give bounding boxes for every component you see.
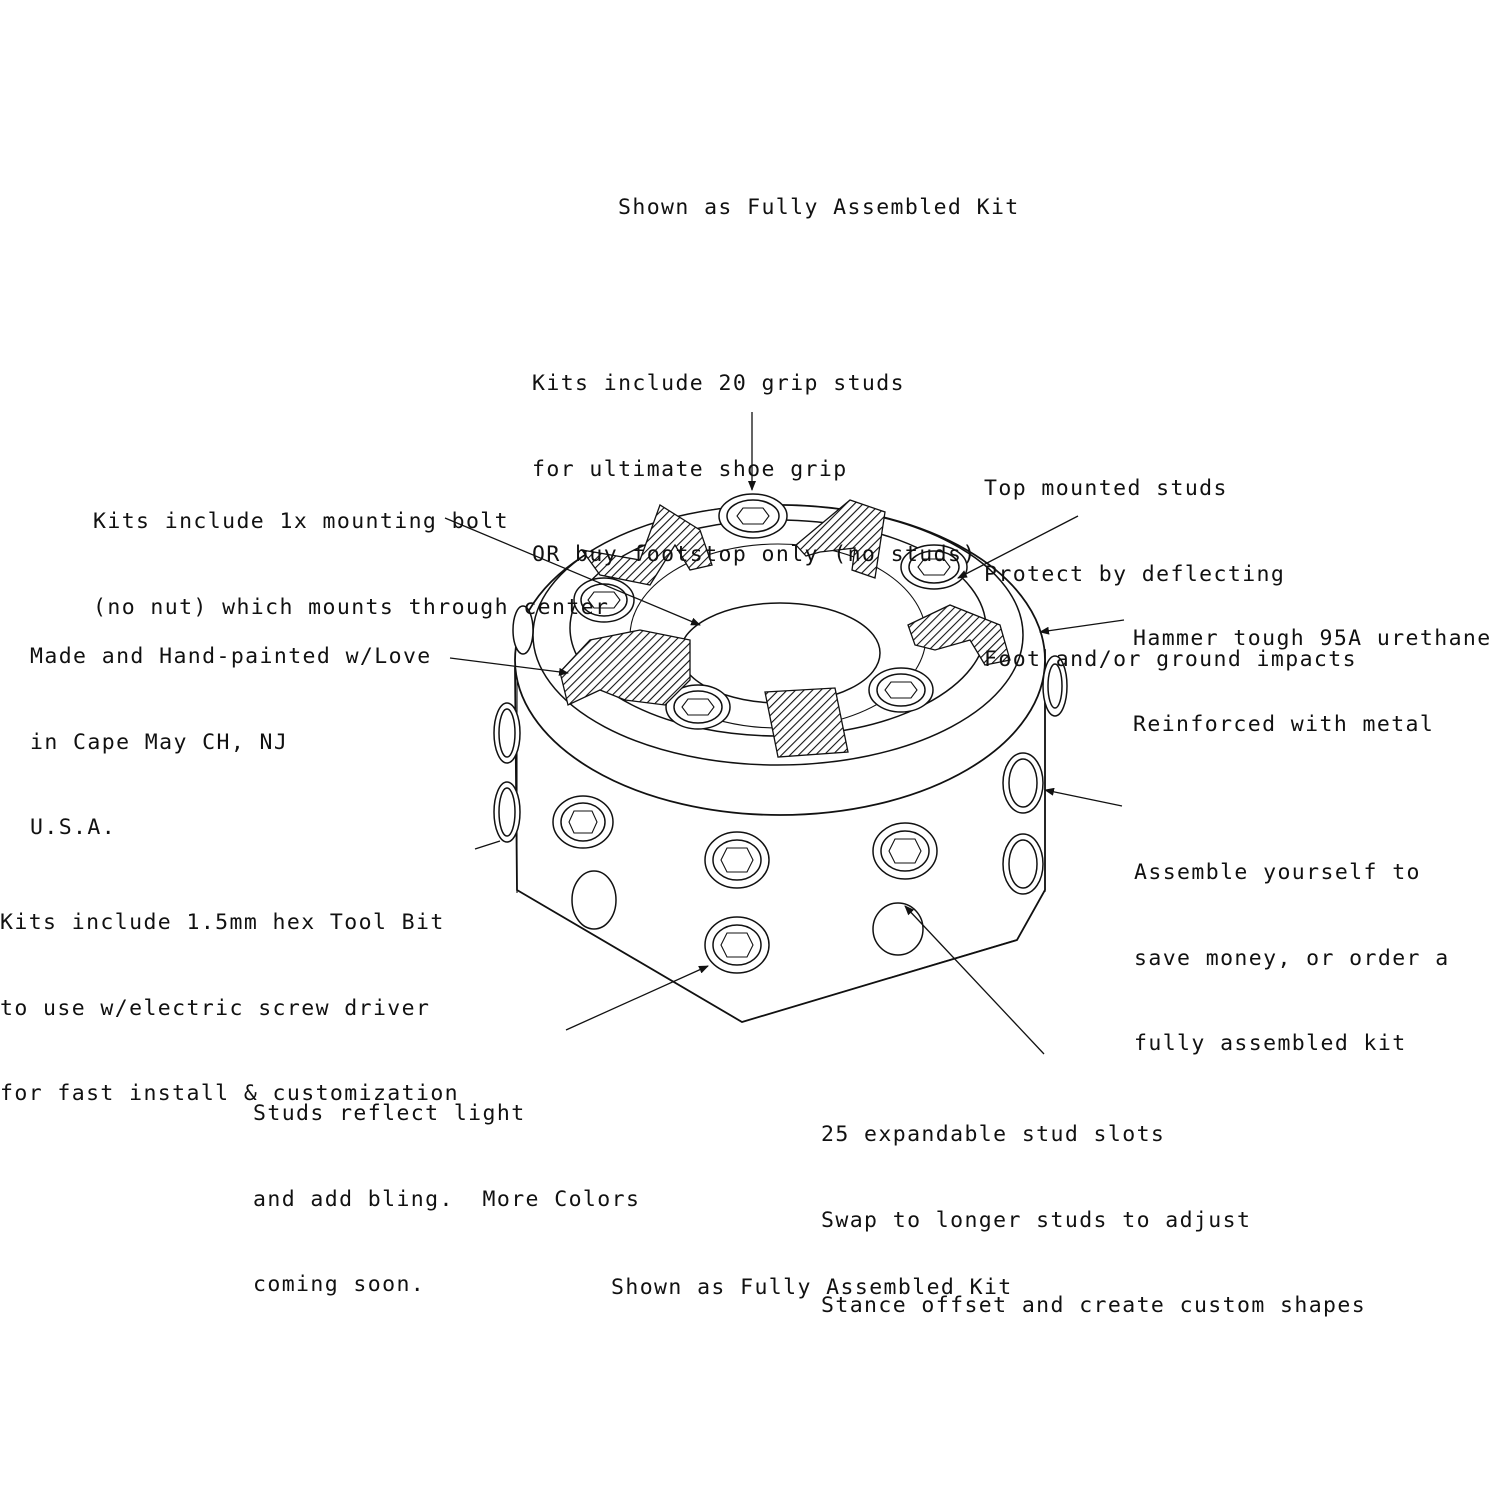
callout-line: Hammer tough 95A urethane xyxy=(1133,626,1492,651)
callout-line: Reinforced with metal xyxy=(1133,711,1435,737)
header-title: Shown as Fully Assembled Kit xyxy=(618,195,1020,220)
footer-title: Shown as Fully Assembled Kit xyxy=(611,1275,1013,1300)
callout-line: Studs reflect light xyxy=(253,1101,526,1126)
callout-urethane xyxy=(1133,568,1492,768)
callout-line: save money, or order a xyxy=(1134,945,1450,971)
callout-line: Kits include 1x mounting bolt xyxy=(93,509,509,534)
callout-line: coming soon. xyxy=(253,1272,426,1297)
callout-line: U.S.A. xyxy=(30,815,117,840)
callout-line: Swap to longer studs to adjust xyxy=(821,1207,1252,1233)
callout-hand-painted xyxy=(30,586,432,871)
callout-line: Assemble yourself to xyxy=(1134,860,1421,885)
callout-line: fully assembled kit xyxy=(1134,1031,1407,1056)
callout-line: for ultimate shoe grip xyxy=(532,456,848,482)
callout-line: for fast install & customization xyxy=(0,1081,460,1106)
callout-line: 25 expandable stud slots xyxy=(821,1122,1166,1147)
callout-bling xyxy=(253,1043,640,1328)
callout-line: Protect by deflecting xyxy=(984,561,1286,587)
callout-line: in Cape May CH, NJ xyxy=(30,729,289,755)
callout-line: OR buy footstop only (no studs) xyxy=(532,542,977,567)
callout-line: to use w/electric screw driver xyxy=(0,995,431,1021)
callout-line: Stance offset and create custom shapes xyxy=(821,1293,1367,1318)
callout-assemble xyxy=(1134,802,1450,1087)
callout-line: Kits include 20 grip studs xyxy=(532,371,905,396)
callout-line: and add bling. More Colors xyxy=(253,1186,641,1212)
callout-slots xyxy=(821,1064,1366,1349)
callout-line: Top mounted studs xyxy=(984,476,1228,501)
callout-line: Made and Hand-painted w/Love xyxy=(30,644,432,669)
callout-line: Kits include 1.5mm hex Tool Bit xyxy=(0,910,445,935)
callout-line: (no nut) which mounts through center xyxy=(93,594,610,620)
callout-line: Foot and/or ground impacts xyxy=(984,647,1357,672)
